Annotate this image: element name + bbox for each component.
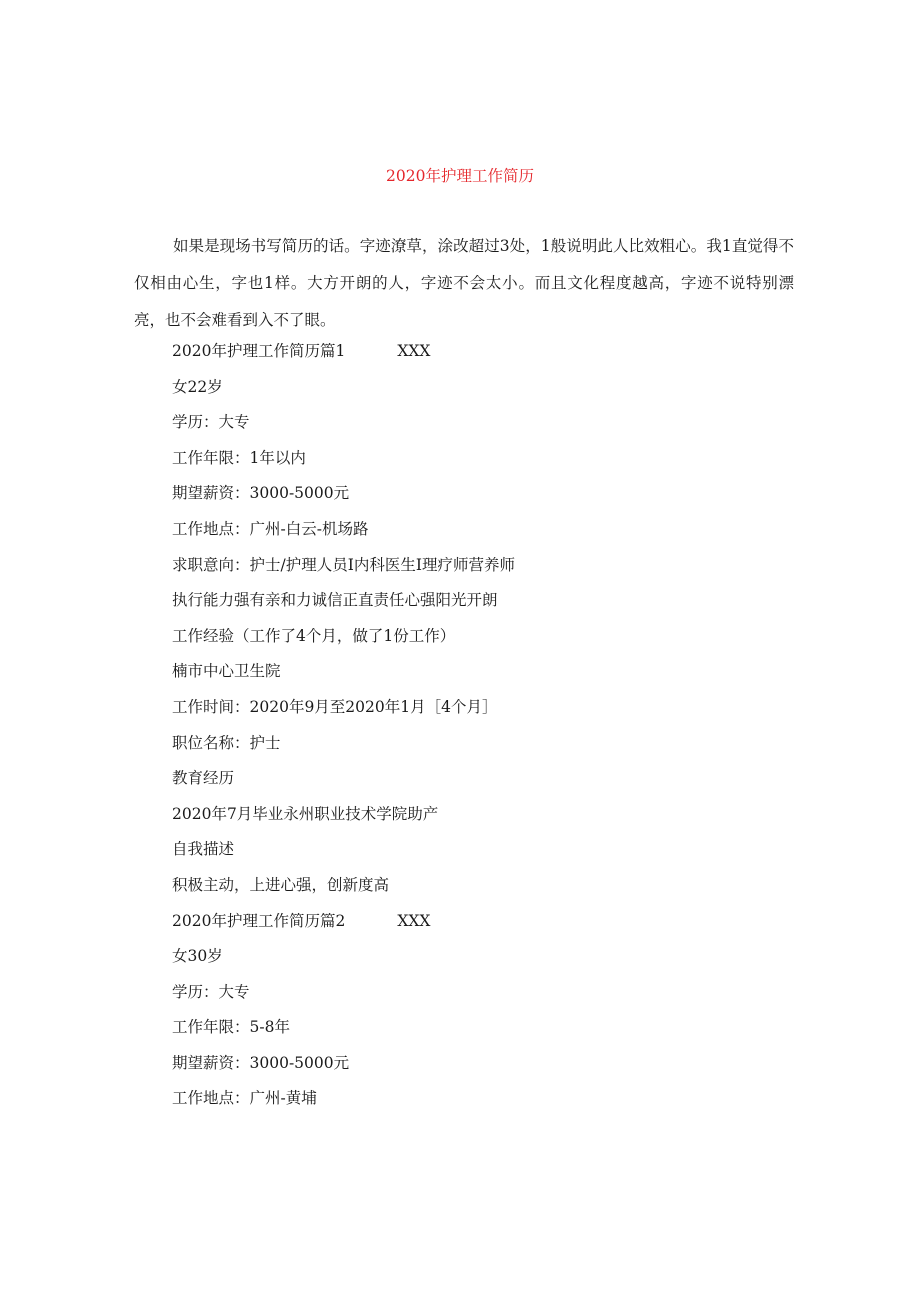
resume-heading-text: 2020年护理工作简历篇1 [172, 342, 346, 360]
resume-line: 求职意向：护士/护理人员I内科医生I理疗师营养师 [172, 555, 515, 574]
resume-line: 工作经验（工作了4个月，做了1份工作） [172, 626, 456, 645]
resume-line: 期望薪资：3000-5000元 [172, 484, 350, 503]
resume-line: 工作时间：2020年9月至2020年1月［4个月］ [172, 697, 498, 716]
resume-name: XXX [397, 342, 431, 360]
resume-line: 执行能力强有亲和力诚信正直责任心强阳光开朗 [172, 591, 498, 610]
resume-line: 期望薪资：3000-5000元 [172, 1053, 350, 1072]
resume-line: 2020年7月毕业永州职业技术学院助产 [172, 804, 439, 823]
resume-line: 职位名称：护士 [172, 733, 281, 752]
resume-line: 工作地点：广州-白云-机场路 [172, 519, 369, 538]
resume-line: 学历：大专 [172, 413, 250, 432]
resume-line: 工作年限：5-8年 [172, 1018, 290, 1037]
resume-line: 女30岁 [172, 947, 223, 966]
resume-line: 工作年限：1年以内 [172, 448, 306, 467]
resume-line: 女22岁 [172, 377, 223, 396]
document-title: 2020年护理工作简历 [386, 167, 534, 185]
resume-line: 积极主动，上进心强，创新度高 [172, 875, 390, 894]
resume-name: XXX [397, 911, 431, 930]
resume-line: 工作地点：广州-黄埔 [172, 1089, 317, 1108]
resume-lines [172, 334, 792, 1117]
resume-heading-2 [172, 904, 792, 940]
resume-line: 学历：大专 [172, 982, 250, 1001]
resume-section-heading: 教育经历 [172, 769, 235, 788]
resume-section-heading: 自我描述 [172, 840, 235, 859]
resume-heading-text: 2020年护理工作简历篇2 [172, 911, 346, 930]
resume-heading-1 [172, 334, 792, 370]
resume-line: 楠市中心卫生院 [172, 662, 281, 681]
intro-paragraph: 如果是现场书写简历的话。字迹潦草，涂改超过3处，1般说明此人比效粗心。我1直觉得不仅相由心生，字也1样。大方开朗的人，字迹不会太小。而且文化程度越高，字迹不说特别漂亮，也不会难看到入不了眼。 [134, 237, 794, 329]
